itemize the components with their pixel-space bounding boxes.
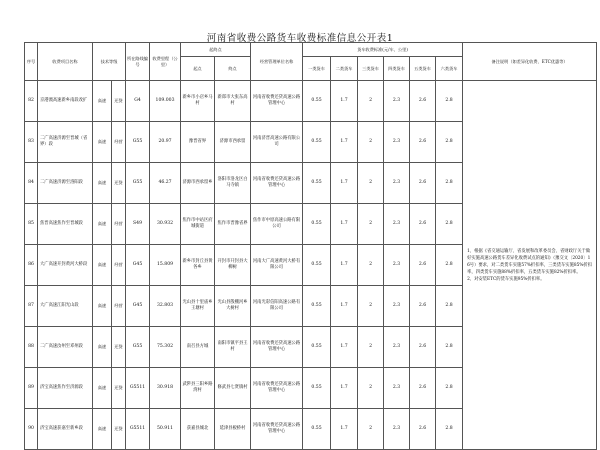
cell-class2-rate: 1.7 (331, 286, 358, 327)
cell-route-code: G55 (126, 163, 150, 204)
cell-class3-rate: 2 (358, 163, 384, 204)
cell-tech-grade: 高速 (93, 81, 112, 122)
cell-class2-rate: 1.7 (331, 204, 358, 245)
cell-class5-rate: 2.6 (410, 122, 436, 163)
cell-route-code: G55 (126, 122, 150, 163)
cell-project-name: 大广高速开封黄河大桥段 (38, 245, 93, 286)
cell-charge-mileage: 46.27 (150, 163, 181, 204)
cell-seq: 85 (25, 204, 38, 245)
cell-project-name: 焦晋高速焦作至晋城段 (38, 204, 93, 245)
cell-end: 修武县七贤镇村 (215, 368, 251, 409)
cell-class1-rate: 0.55 (303, 368, 331, 409)
header-class3: 三类货车 (358, 57, 384, 81)
remarks-note: 1、根据《省交通运输厅、省发展和改革委员会、省财政厅关于做好实施高速公路货车差异化收费试点的通知》（豫交文〔2020〕16号）要求，对二类货车实施57%折扣率，三类货车实施85%折扣率，四类货车实施88%折扣率，五类货车实施82%折扣率。 2、对安装ETC的货车实施95%折扣率。 (463, 81, 597, 450)
table-row (25, 81, 597, 122)
cell-class5-rate: 2.6 (410, 327, 436, 368)
cell-route-code: G45 (126, 286, 150, 327)
cell-class6-rate: 2.8 (436, 81, 463, 122)
cell-class1-rate: 0.55 (303, 163, 331, 204)
header-class6: 六类货车 (436, 57, 463, 81)
cell-class4-rate: 2.3 (384, 163, 410, 204)
cell-class3-rate: 2 (358, 327, 384, 368)
cell-start: 南召县方城 (181, 327, 215, 368)
cell-class2-rate: 1.7 (331, 81, 358, 122)
cell-toll-type: 还贷 (112, 327, 126, 368)
toll-rate-table (24, 42, 597, 450)
cell-class5-rate: 2.6 (410, 286, 436, 327)
cell-toll-type: 经营 (112, 122, 126, 163)
header-seq: 序号 (25, 43, 38, 81)
cell-class6-rate: 2.8 (436, 204, 463, 245)
header-operator: 经营管理单位名称 (251, 43, 303, 81)
cell-route-code: G45 (126, 245, 150, 286)
cell-operator: 河南省收费还贷高速公路管理中心 (251, 368, 303, 409)
cell-charge-mileage: 30.932 (150, 204, 181, 245)
cell-charge-mileage: 50.911 (150, 409, 181, 450)
cell-tech-grade: 高速 (93, 163, 112, 204)
cell-end: 延津县板桥村 (215, 409, 251, 450)
cell-class4-rate: 2.3 (384, 81, 410, 122)
cell-class1-rate: 0.55 (303, 122, 331, 163)
cell-end: 济源市西承留 (215, 122, 251, 163)
cell-operator: 河南省收费还贷高速公路管理中心 (251, 327, 303, 368)
cell-operator: 河南济晋高速公路有限公司 (251, 122, 303, 163)
cell-class6-rate: 2.8 (436, 286, 463, 327)
cell-class5-rate: 2.6 (410, 81, 436, 122)
cell-class4-rate: 2.3 (384, 409, 410, 450)
cell-seq: 87 (25, 286, 38, 327)
cell-seq: 86 (25, 245, 38, 286)
cell-start: 武陟县三阳乡路湾村 (181, 368, 215, 409)
cell-start: 光山县十里庙乡王塘村 (181, 286, 215, 327)
cell-class5-rate: 2.6 (410, 368, 436, 409)
cell-project-name: 二广高速济源至洛阳段 (38, 163, 93, 204)
cell-end: 开封市开封县大柳树 (215, 245, 251, 286)
cell-class4-rate: 2.3 (384, 245, 410, 286)
cell-operator: 河南省收费还贷高速公路管理中心 (251, 409, 303, 450)
cell-tech-grade: 高速 (93, 245, 112, 286)
cell-class5-rate: 2.6 (410, 245, 436, 286)
cell-toll-type: 还贷 (112, 81, 126, 122)
cell-project-name: 京港澳高速新乡南段改扩 (38, 81, 93, 122)
cell-tech-grade: 高速 (93, 327, 112, 368)
cell-seq: 88 (25, 327, 38, 368)
cell-class4-rate: 2.3 (384, 327, 410, 368)
cell-end: 焦作市晋豫省界 (215, 204, 251, 245)
cell-class1-rate: 0.55 (303, 327, 331, 368)
cell-end: 南阳市镇平县王村 (215, 327, 251, 368)
cell-toll-type: 还贷 (112, 163, 126, 204)
cell-route-code: G55 (126, 327, 150, 368)
cell-class3-rate: 2 (358, 204, 384, 245)
cell-project-name: 大广高速江阳光山段 (38, 286, 93, 327)
cell-start: 焦作市中站区府城街道 (181, 204, 215, 245)
cell-toll-type: 经营 (112, 204, 126, 245)
cell-class4-rate: 2.3 (384, 204, 410, 245)
header-route-code: 所在路线编号 (126, 43, 150, 81)
cell-charge-mileage: 32.803 (150, 286, 181, 327)
cell-tech-grade: 高速 (93, 204, 112, 245)
cell-class3-rate: 2 (358, 81, 384, 122)
cell-class5-rate: 2.6 (410, 163, 436, 204)
cell-charge-mileage: 109.003 (150, 81, 181, 122)
cell-class2-rate: 1.7 (331, 409, 358, 450)
cell-tech-grade: 高速 (93, 286, 112, 327)
cell-class1-rate: 0.55 (303, 245, 331, 286)
cell-class6-rate: 2.8 (436, 122, 463, 163)
header-row-top (25, 43, 597, 57)
cell-start: 新乡市小店乡马村 (181, 81, 215, 122)
header-class4: 四类货车 (384, 57, 410, 81)
header-remarks: 备注说明（如差异化收费、ETC优惠等） (463, 43, 597, 81)
header-tech-grade: 技术等级 (93, 43, 126, 81)
cell-class6-rate: 2.8 (436, 163, 463, 204)
cell-class3-rate: 2 (358, 286, 384, 327)
cell-class2-rate: 1.7 (331, 327, 358, 368)
cell-seq: 82 (25, 81, 38, 122)
cell-route-code: G4 (126, 81, 150, 122)
cell-toll-type: 经营 (112, 245, 126, 286)
cell-toll-type: 还贷 (112, 409, 126, 450)
cell-start: 获嘉县城北 (181, 409, 215, 450)
cell-class2-rate: 1.7 (331, 122, 358, 163)
cell-class4-rate: 2.3 (384, 286, 410, 327)
cell-operator: 河南大广高速黄河大桥有限公司 (251, 245, 303, 286)
header-start-end: 起终点 (181, 43, 251, 57)
cell-class3-rate: 2 (358, 409, 384, 450)
cell-class1-rate: 0.55 (303, 204, 331, 245)
header-class2: 二类货车 (331, 57, 358, 81)
cell-class6-rate: 2.8 (436, 327, 463, 368)
cell-project-name: 二广高速济源至晋城（省界）段 (38, 122, 93, 163)
cell-project-name: 二广高速汝州至邓州段 (38, 327, 93, 368)
cell-route-code: G5511 (126, 368, 150, 409)
cell-route-code: S49 (126, 204, 150, 245)
cell-start: 济源市西承留乡 (181, 163, 215, 204)
cell-route-code: G5511 (126, 409, 150, 450)
header-rate-group: 货车收费标准(元/车、公里) (303, 43, 463, 57)
cell-class3-rate: 2 (358, 245, 384, 286)
cell-class6-rate: 2.8 (436, 245, 463, 286)
cell-tech-grade: 高速 (93, 368, 112, 409)
cell-charge-mileage: 30.918 (150, 368, 181, 409)
cell-class2-rate: 1.7 (331, 163, 358, 204)
cell-seq: 83 (25, 122, 38, 163)
cell-project-name: 济宝高速获嘉至新乡段 (38, 409, 93, 450)
cell-seq: 89 (25, 368, 38, 409)
document-title: 河南省收费公路货车收费标准信息公开表1 (206, 33, 394, 44)
cell-class3-rate: 2 (358, 368, 384, 409)
cell-class5-rate: 2.6 (410, 409, 436, 450)
cell-class5-rate: 2.6 (410, 204, 436, 245)
cell-project-name: 济宝高速焦作至济源段 (38, 368, 93, 409)
header-project-name: 收费项目名称 (38, 43, 93, 81)
cell-class2-rate: 1.7 (331, 368, 358, 409)
cell-charge-mileage: 15.809 (150, 245, 181, 286)
cell-seq: 84 (25, 163, 38, 204)
cell-toll-type: 经营 (112, 286, 126, 327)
cell-class4-rate: 2.3 (384, 122, 410, 163)
cell-tech-grade: 高速 (93, 122, 112, 163)
header-class1: 一类货车 (303, 57, 331, 81)
cell-class1-rate: 0.55 (303, 81, 331, 122)
cell-class2-rate: 1.7 (331, 245, 358, 286)
cell-class1-rate: 0.55 (303, 286, 331, 327)
header-class5: 五类货车 (410, 57, 436, 81)
header-end: 终点 (215, 57, 251, 81)
cell-operator: 焦作市中原高速公路有限公司 (251, 204, 303, 245)
cell-class4-rate: 2.3 (384, 368, 410, 409)
cell-toll-type: 还贷 (112, 368, 126, 409)
cell-class6-rate: 2.8 (436, 409, 463, 450)
cell-end: 洛阳市洛龙区白马寺镇 (215, 163, 251, 204)
cell-class1-rate: 0.55 (303, 409, 331, 450)
cell-start: 豫晋省界 (181, 122, 215, 163)
cell-charge-mileage: 20.97 (150, 122, 181, 163)
cell-class6-rate: 2.8 (436, 368, 463, 409)
cell-end: 光山县殷棚河乡大树村 (215, 286, 251, 327)
cell-class3-rate: 2 (358, 122, 384, 163)
cell-end: 新郑市大张东高村 (215, 81, 251, 122)
cell-seq: 90 (25, 409, 38, 450)
cell-tech-grade: 高速 (93, 409, 112, 450)
cell-operator: 河南省收费还贷高速公路管理中心 (251, 163, 303, 204)
cell-operator: 河南省收费还贷高速公路管理中心 (251, 81, 303, 122)
cell-operator: 河南光彩信阳高速公路有限公司 (251, 286, 303, 327)
header-start: 起点 (181, 57, 215, 81)
cell-start: 新乡市封丘县黄各乡 (181, 245, 215, 286)
header-charge-mileage: 收费里程（公里） (150, 43, 181, 81)
cell-charge-mileage: 75.302 (150, 327, 181, 368)
